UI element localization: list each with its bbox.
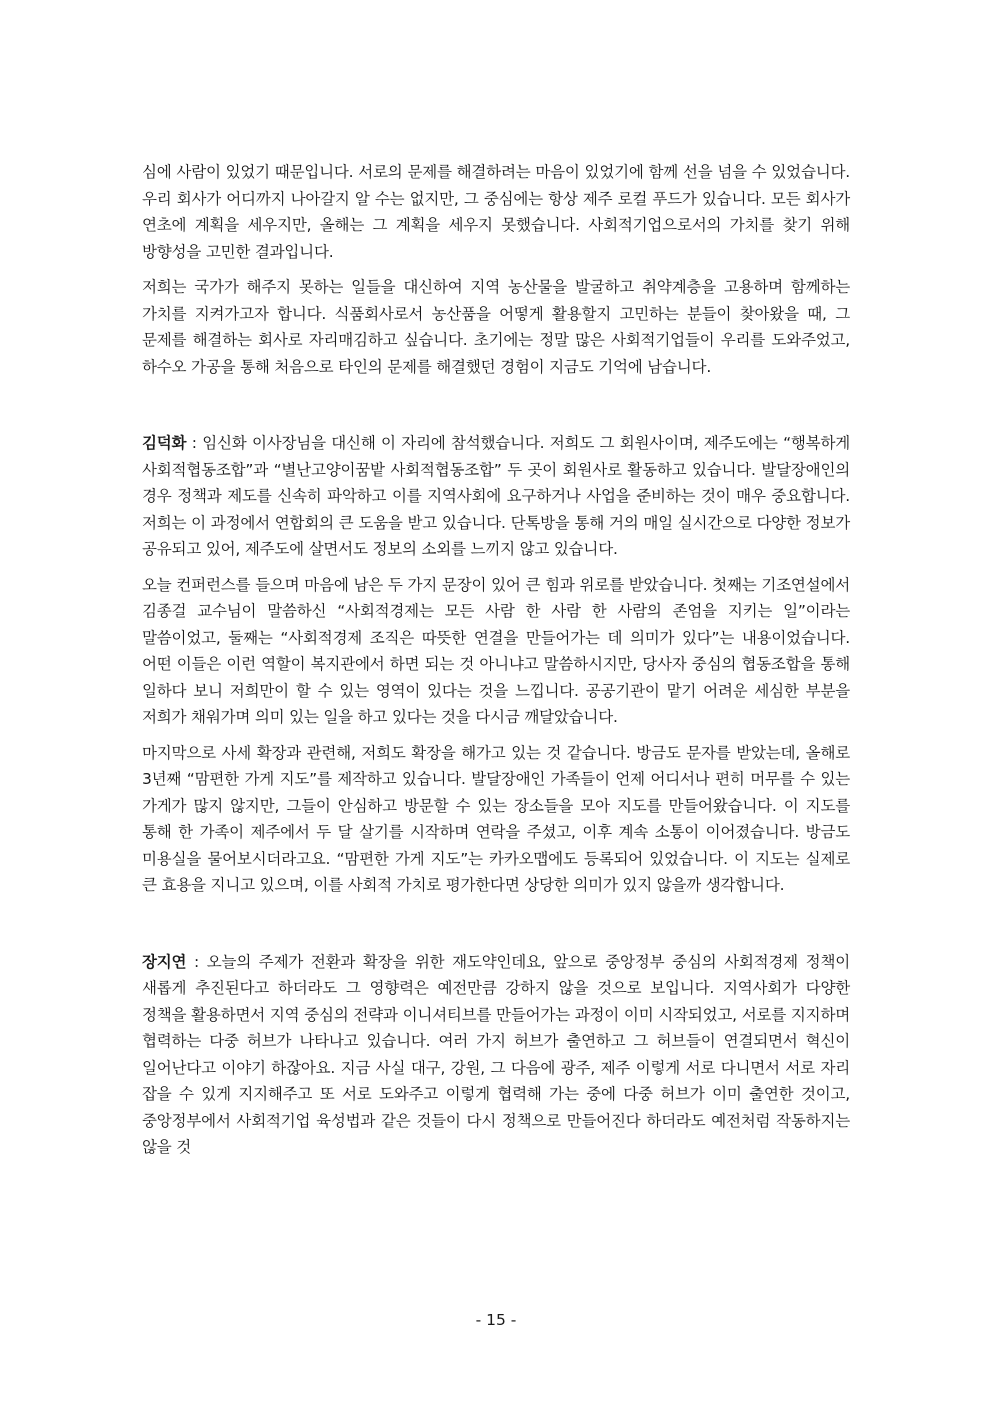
speaker-paragraph-kim <box>142 430 850 563</box>
speaker-text-kim: : 임신화 이사장님을 대신해 이 자리에 참석했습니다. 저희도 그 회원사이며, 제주도에는 “행복하게 사회적협동조합”과 “별난고양이꿈밭 사회적협동조합” 두 곳이 회원사로 활동하고 있습니다. 발달장애인의 경우 정책과 제도를 신속히 파악하고 이를 지역사회에 요구하거나 사업을 준비하는 것이 매우 중요합니다. 저희는 이 과정에서 연합회의 큰 도움을 받고 있습니다. 단톡방을 통해 거의 매일 실시간으로 다양한 정보가 공유되고 있어, 제주도에 살면서도 정보의 소외를 느끼지 않고 있습니다. <box>142 434 850 558</box>
speaker-text-jang: : 오늘의 주제가 전환과 확장을 위한 재도약인데요, 앞으로 중앙정부 중심의 사회적경제 정책이 새롭게 추진된다고 하더라도 그 영향력은 예전만큼 강하지 않을 것으로 보입니다. 지역사회가 다양한 정책을 활용하면서 지역 중심의 전략과 이니셔티브를 만들어가는 과정이 이미 시작되었고, 서로를 지지하며 협력하는 다중 허브가 나타나고 있습니다. 여러 가지 허브가 출연하고 그 허브들이 연결되면서 혁신이 일어난다고 이야기 하잖아요. 지금 사실 대구, 강원, 그 다음에 광주, 제주 이렇게 서로 다니면서 서로 자리 잡을 수 있게 지지해주고 또 서로 도와주고 이렇게 협력해 가는 중에 다중 허브가 이미 출연한 것이고, 중앙정부에서 사회적기업 육성법과 같은 것들이 다시 정책으로 만들어진다 하더라도 예전처럼 작동하지는 않을 것 <box>142 952 850 1156</box>
paragraph-4: 오늘 컨퍼런스를 들으며 마음에 남은 두 가지 문장이 있어 큰 힘과 위로를 받았습니다. 첫째는 기조연설에서 김종걸 교수님이 말씀하신 “사회적경제는 모든 사람 한 사람 한 사람의 존엄을 지키는 일”이라는 말씀이었고, 둘째는 “사회적경제 조직은 따뜻한 연결을 만들어가는 데 의미가 있다”는 내용이었습니다. 어떤 이들은 이런 역할이 복지관에서 하면 되는 것 아니냐고 말씀하시지만, 당사자 중심의 협동조합을 통해 일하다 보니 저희만이 할 수 있는 영역이 있다는 것을 느낍니다. 공공기관이 맡기 어려운 세심한 부분을 저희가 채워가며 의미 있는 일을 하고 있다는 것을 다시금 깨달았습니다. <box>142 575 850 726</box>
page-number: - 15 - <box>475 1311 517 1329</box>
paragraph-2: 저희는 국가가 해주지 못하는 일들을 대신하여 지역 농산물을 발굴하고 취약계층을 고용하며 함께하는 가치를 지켜가고자 합니다. 식품회사로서 농산품을 어떻게 활용할지 고민하는 분들이 찾아왔을 때, 그 문제를 해결하는 회사로 자리매김하고 싶습니다. 초기에는 정말 많은 사회적기업들이 우리를 도와주었고, 하수오 가공을 통해 처음으로 타인의 문제를 해결했던 경험이 지금도 기억에 남습니다. <box>142 278 850 376</box>
paragraph-1: 심에 사람이 있었기 때문입니다. 서로의 문제를 해결하려는 마음이 있었기에 함께 선을 넘을 수 있었습니다. 우리 회사가 어디까지 나아갈지 알 수는 없지만, 그 중심에는 항상 제주 로컬 푸드가 있습니다. 모든 회사가 연초에 계획을 세우지만, 올해는 그 계획을 세우지 못했습니다. 사회적기업으로서의 가치를 찾기 위해 방향성을 고민한 결과입니다. <box>142 163 851 261</box>
speaker-name-jang: 장지연 <box>142 952 187 971</box>
speaker-paragraph-jang <box>142 949 850 1161</box>
speaker-name-kim: 김덕화 <box>142 434 187 452</box>
page-body <box>142 159 850 1161</box>
paragraph-5: 마지막으로 사세 확장과 관련해, 저희도 확장을 해가고 있는 것 같습니다. 방금도 문자를 받았는데, 올해로 3년째 “맘편한 가게 지도”를 제작하고 있습니다. 발달장애인 가족들이 언제 어디서나 편히 머무를 수 있는 가게가 많지 않지만, 그들이 안심하고 방문할 수 있는 장소들을 모아 지도를 만들어왔습니다. 이 지도를 통해 한 가족이 제주에서 두 달 살기를 시작하며 연락을 주셨고, 이후 계속 소통이 이어졌습니다. 방금도 미용실을 물어보시더라고요. “맘편한 가게 지도”는 카카오맵에도 등록되어 있었습니다. 이 지도는 실제로 큰 효용을 지니고 있으며, 이를 사회적 가치로 평가한다면 상당한 의미가 있지 않을까 생각합니다. <box>142 743 850 894</box>
